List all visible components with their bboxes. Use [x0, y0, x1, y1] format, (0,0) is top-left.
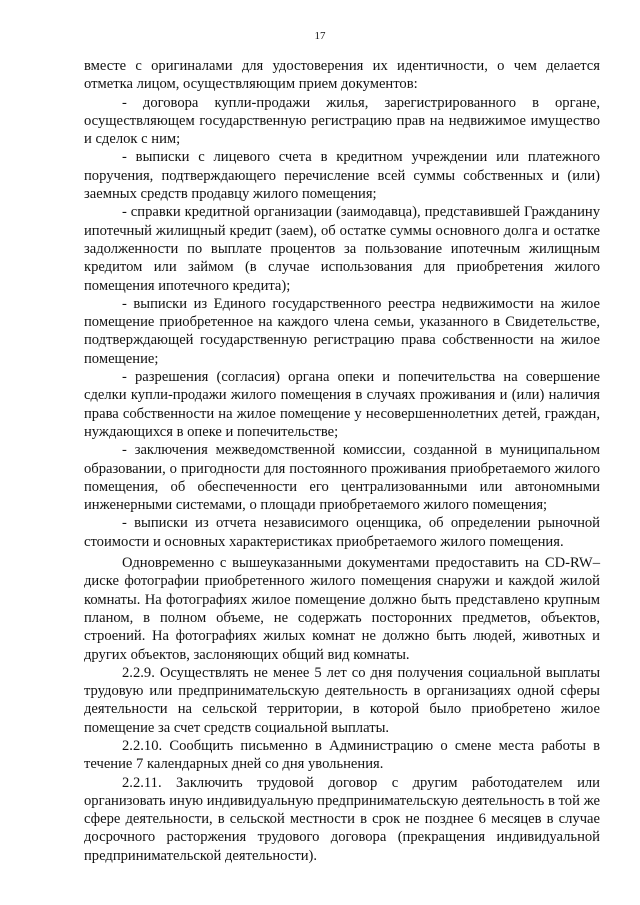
list-item-registry-extract: - выписки из Единого государственного реестра недвижимости на жилое помещение приобретенное на каждого члена семьи, указанного в Свидетельстве, подтверждающей государственную регистрацию права собственности на жилое помещение; [84, 295, 600, 367]
page-number: 17 [314, 30, 326, 42]
clause-2-2-11: 2.2.11. Заключить трудовой договор с другим работодателем или организовать иную индивидуальную предпринимательскую деятельность в той же сфере деятельности, в сельской местности в срок не позднее 6 месяцев в случае досрочного расторжения трудового договора (прекращения индивидуальной предпринимательской деятельности). [84, 774, 600, 864]
clause-2-2-9: 2.2.9. Осуществлять не менее 5 лет со дня получения социальной выплаты трудовую или предпринимательскую деятельность в организациях одной сферы деятельности на сельской территории, в которой было приобретено жилое помещение за счет средств социальной выплаты. [84, 664, 600, 736]
list-item-guardianship-permission: - разрешения (согласия) органа опеки и попечительства на совершение сделки купли-продажи жилого помещения в случаях проживания и (или) наличия права собственности на жилое помещение у несовершеннолетних детей, граждан, нуждающихся в опеке и попечительстве; [84, 369, 600, 440]
document-body [84, 57, 600, 865]
list-item-commission-conclusion: - заключения межведомственной комиссии, созданной в муниципальном образовании, о пригодности для постоянного проживания приобретаемого жилого помещения, об обеспеченности его централизованными или автономными инженерными системами, о площади приобретаемого жилого помещения; [84, 442, 600, 514]
clause-2-2-10: 2.2.10. Сообщить письменно в Администрацию о смене места работы в течение 7 календарных дней со дня увольнения. [84, 737, 600, 773]
paragraph-intro: вместе с оригиналами для удостоверения их идентичности, о чем делается отметка лицом, осуществляющим прием документов: [84, 58, 600, 93]
list-item-valuation-extract: - выписки из отчета независимого оценщика, об определении рыночной стоимости и основных характеристиках приобретаемого жилого помещения. [84, 515, 600, 550]
list-item-credit-certificate: - справки кредитной организации (заимодавца), представившей Гражданину ипотечный жилищный кредит (заем), об остатке суммы основного долга и остатке задолженности по выплате процентов за пользование ипотечным жилищным кредитом или займом (в случае использования для приобретения жилого помещения ипотечного кредита); [84, 204, 600, 294]
list-item-purchase-contract: - договора купли-продажи жилья, зарегистрированного в органе, осуществляющем государственную регистрацию прав на недвижимое имущество и сделок с ним; [84, 94, 600, 148]
list-item-account-statement: - выписки с лицевого счета в кредитном учреждении или платежного поручения, подтверждающего перечисление всей суммы собственных и (или) заемных средств продавцу жилого помещения; [84, 149, 600, 203]
paragraph-photos: Одновременно с вышеуказанными документами предоставить на CD-RW–диске фотографии приобретенного жилого помещения снаружи и каждой жилой комнаты. На фотографиях жилое помещение должно быть представлено крупным планом, в полном объеме, не содержать посторонних предметов, объектов, строений. На фотографиях жилых комнат не должно быть людей, животных и других объектов, заслоняющих общий вид комнаты. [84, 555, 600, 663]
